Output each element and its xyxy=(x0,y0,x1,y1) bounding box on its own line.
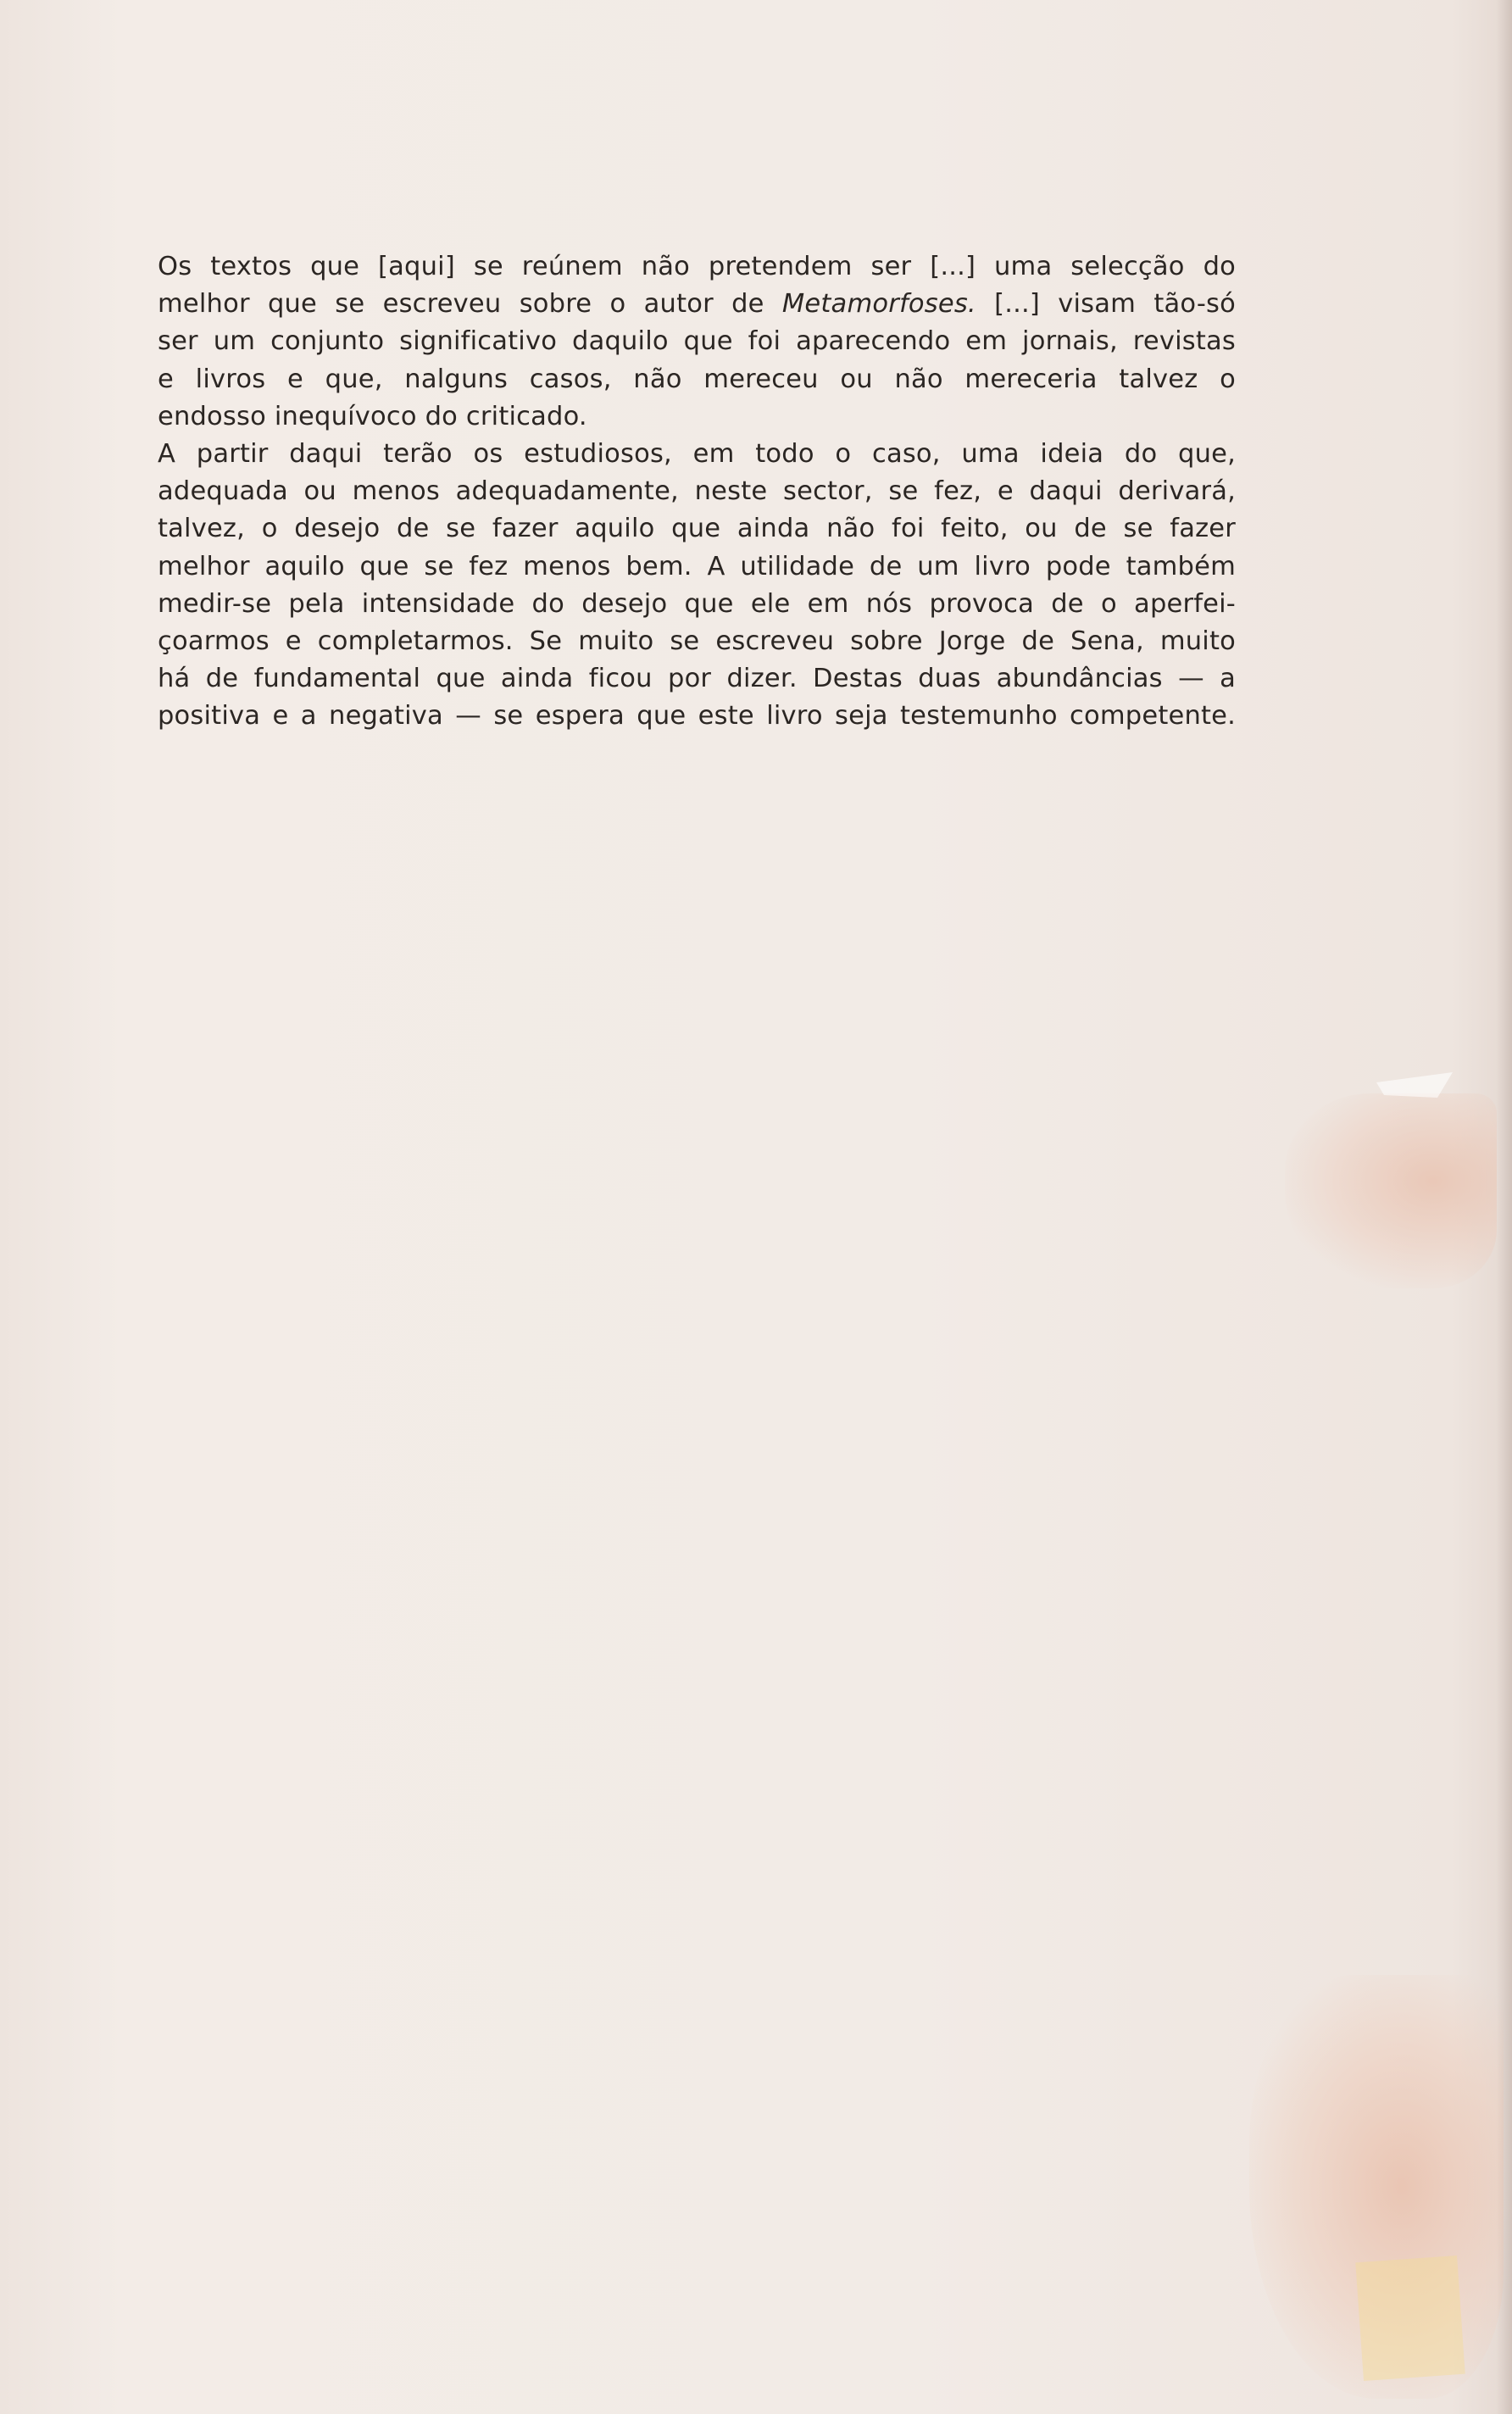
text-line: positiva e a negativa — se espera que este livro seja testemunho competente. xyxy=(158,701,1236,731)
text-line: A partir daqui terão os estudiosos, em todo o caso, uma ideia do que, xyxy=(158,439,1236,470)
tape-residue xyxy=(1355,2255,1465,2381)
spine-shadow xyxy=(1497,0,1512,2414)
text-line: e livros e que, nalguns casos, não mereceu ou não mereceria talvez o xyxy=(158,364,1236,394)
text-line: talvez, o desejo de se fazer aquilo que ainda não foi feito, ou de se fazer xyxy=(158,514,1236,544)
text-line: endosso inequívoco do criticado. xyxy=(158,401,587,431)
text-line: çoarmos e completarmos. Se muito se escreveu sobre Jorge de Sena, muito xyxy=(158,626,1236,657)
back-cover-text xyxy=(158,248,1236,736)
paragraph-1 xyxy=(158,248,1236,436)
book-title: Metamorfoses. xyxy=(781,289,976,320)
text-line: ser um conjunto significativo daquilo que foi aparecendo em jornais, revistas xyxy=(158,326,1236,357)
text-line: medir-se pela intensidade do desejo que ele em nós provoca de o aperfei- xyxy=(158,588,1236,619)
text-line: há de fundamental que ainda ficou por dizer. Destas duas abundâncias — a xyxy=(158,664,1236,694)
paragraph-2 xyxy=(158,436,1236,736)
text-line: adequada ou menos adequadamente, neste sector, se fez, e daqui derivará, xyxy=(158,476,1236,507)
text-line: Os textos que [aqui] se reúnem não pretendem ser [...] uma selecção do xyxy=(158,252,1236,281)
paper-wear-stain xyxy=(1285,1093,1497,1288)
text-line: melhor que se escreveu sobre o autor de Metamorfoses. [...] visam tão-só xyxy=(158,289,1236,320)
text-line: melhor aquilo que se fez menos bem. A utilidade de um livro pode também xyxy=(158,551,1236,581)
